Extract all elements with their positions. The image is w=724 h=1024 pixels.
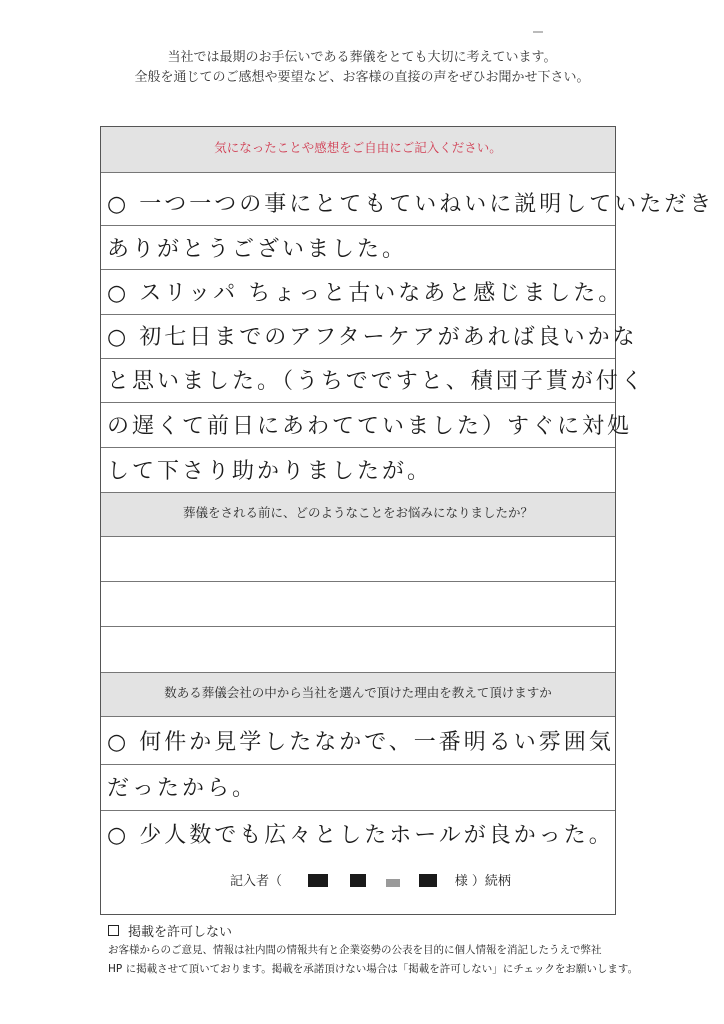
intro-line-2: 全般を通じてのご感想や要望など、お客様の直接の声をぜひお聞かせ下さい。	[134, 70, 590, 85]
handwritten-line: ありがとうございました。	[107, 237, 408, 262]
no-publish-label: 掲載を許可しない	[128, 925, 233, 940]
handwritten-line: して下さり助かりましたが。	[107, 459, 433, 484]
q3-answer-row[interactable]	[101, 811, 615, 916]
q2-answer-row[interactable]	[101, 627, 615, 673]
handwritten-line: ○ 何件か見学したなかで、一番明るい雰囲気	[107, 730, 614, 755]
signer-line	[230, 870, 511, 889]
q1-answer-row[interactable]	[101, 403, 633, 448]
q1-answer-row[interactable]	[101, 448, 615, 493]
survey-form	[100, 126, 715, 915]
q1-answer-row[interactable]	[101, 226, 615, 270]
redacted-name	[386, 879, 400, 887]
signer-label: 記入者（	[230, 874, 283, 889]
handwritten-line: ○ スリッパ ちょっと古いなあと感じました。	[107, 281, 624, 306]
q3-answer-row[interactable]	[101, 765, 615, 811]
q3-header: 数ある葬儀会社の中から当社を選んで頂けた理由を教えて頂けますか	[101, 673, 615, 717]
handwritten-line: ○ 初七日までのアフターケアがあれば良いかな	[107, 325, 638, 350]
signer-suffix: 様 ）続柄	[454, 874, 511, 889]
intro-line-1: 当社では最期のお手伝いである葬儀をとても大切に考えています。	[167, 50, 557, 65]
q2-answer-row[interactable]	[101, 582, 615, 627]
q1-answer-row[interactable]	[101, 315, 638, 359]
q1-answer-row[interactable]	[101, 359, 646, 403]
handwritten-line: の遅くて前日にあわてていました）すぐに対処	[107, 414, 633, 439]
redacted-name	[350, 874, 366, 887]
redacted-name	[308, 874, 328, 887]
handwritten-line: だったから。	[107, 776, 258, 801]
handwritten-line: ○ 一つ一つの事にとてもていねいに説明していただき	[107, 192, 715, 217]
q3-answer-row[interactable]	[101, 717, 615, 765]
redacted-name	[419, 874, 437, 887]
q1-answer-row[interactable]	[101, 270, 624, 315]
privacy-notice-line-2: HP に掲載させて頂いております。掲載を承諾頂けない場合は「掲載を許可しない」にチェックをお願いします。	[108, 963, 639, 975]
privacy-notice-line-1: お客様からのご意見、情報は社内間の情報共有と企業姿勢の公表を目的に個人情報を消記したうえで弊社	[108, 944, 602, 956]
handwritten-line: と思いました。（うちでですと、積団子貰が付く	[107, 369, 646, 394]
q2-answer-row[interactable]	[101, 537, 615, 582]
no-publish-checkbox[interactable]	[108, 925, 119, 936]
handwritten-line: ○ 少人数でも広々としたホールが良かった。	[107, 823, 614, 848]
q1-header: 気になったことや感想をご自由にご記入ください。	[101, 127, 615, 173]
q2-header: 葬儀をされる前に、どのようなことをお悩みになりましたか？	[101, 493, 615, 537]
scan-mark	[533, 31, 543, 33]
q1-answer-row[interactable]	[101, 173, 715, 226]
